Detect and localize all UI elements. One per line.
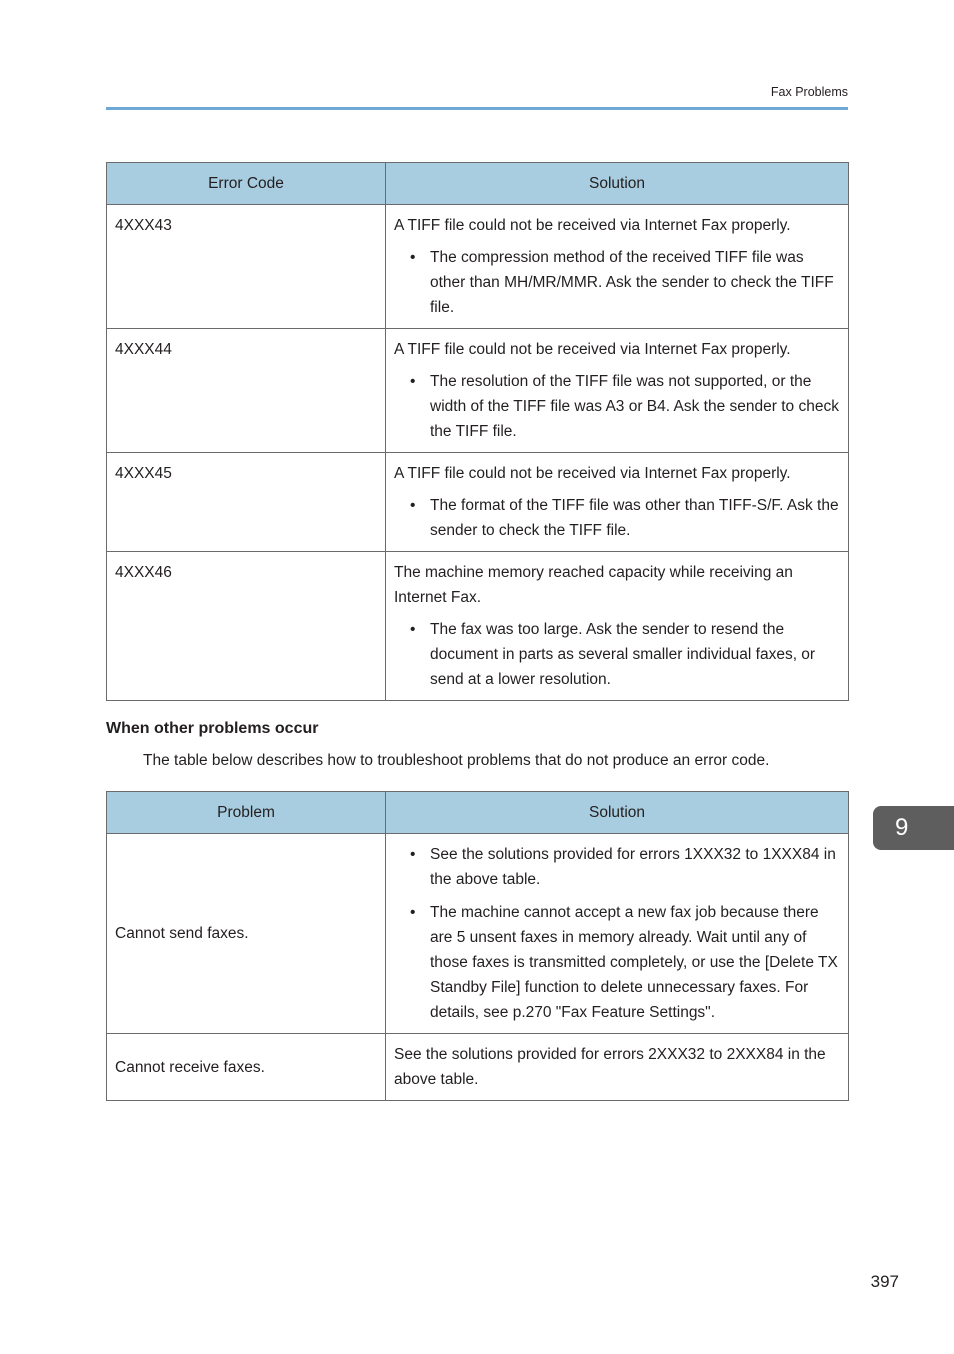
column-header-solution: Solution <box>386 163 849 205</box>
table-row <box>107 453 849 552</box>
bullet-item: • The fax was too large. Ask the sender to resend the document in parts as several smaller individual faxes, or send at a lower resolution. <box>430 617 840 692</box>
table-header-row <box>107 163 849 205</box>
solution-lead: A TIFF file could not be received via Internet Fax properly. <box>394 341 791 358</box>
bullet-list <box>394 842 840 1025</box>
bullet-item: • The compression method of the received TIFF file was other than MH/MR/MMR. Ask the sender to check the TIFF file. <box>430 245 840 320</box>
running-head: Fax Problems <box>770 85 848 99</box>
solution-cell <box>386 205 849 329</box>
solution-cell <box>386 453 849 552</box>
bullet-item: • The machine cannot accept a new fax job because there are 5 unsent faxes in memory already. Wait until any of those faxes is transmitted completely, or use the [Delete TX Standby File] function to delete unnecessary faxes. For details, see p.270 "Fax Feature Settings". <box>430 900 840 1025</box>
bullet-item: • The resolution of the TIFF file was not supported, or the width of the TIFF file was A3 or B4. Ask the sender to check the TIFF file. <box>430 369 840 444</box>
bullet-list <box>394 369 840 444</box>
header-rule <box>106 107 848 110</box>
error-code-cell: 4XXX46 <box>107 552 386 701</box>
table-row <box>107 552 849 701</box>
bullet-item: • The format of the TIFF file was other than TIFF-S/F. Ask the sender to check the TIFF file. <box>430 493 840 543</box>
error-code-cell: 4XXX44 <box>107 329 386 453</box>
section-heading: When other problems occur <box>106 720 319 737</box>
solution-lead: A TIFF file could not be received via Internet Fax properly. <box>394 217 791 234</box>
page-number: 397 <box>870 1272 899 1291</box>
problem-cell: Cannot receive faxes. <box>107 1034 386 1101</box>
table-row <box>107 205 849 329</box>
table-row <box>107 329 849 453</box>
chapter-tab: 9 <box>873 806 954 850</box>
section-intro: The table below describes how to troubleshoot problems that do not produce an error code. <box>143 752 770 769</box>
bullet-list <box>394 245 840 320</box>
bullet-item: • See the solutions provided for errors 1XXX32 to 1XXX84 in the above table. <box>430 842 840 892</box>
solution-lead: A TIFF file could not be received via Internet Fax properly. <box>394 465 791 482</box>
table-row <box>107 1034 849 1101</box>
solution-lead: The machine memory reached capacity while receiving an Internet Fax. <box>394 564 793 606</box>
problem-table <box>106 791 849 1101</box>
solution-cell <box>386 552 849 701</box>
column-header-solution: Solution <box>386 792 849 834</box>
error-code-cell: 4XXX45 <box>107 453 386 552</box>
solution-cell <box>386 834 849 1034</box>
bullet-list <box>394 493 840 543</box>
solution-cell <box>386 329 849 453</box>
error-code-table <box>106 162 849 701</box>
column-header-problem: Problem <box>107 792 386 834</box>
solution-cell: See the solutions provided for errors 2XXX32 to 2XXX84 in the above table. <box>386 1034 849 1101</box>
table-header-row <box>107 792 849 834</box>
column-header-error-code: Error Code <box>107 163 386 205</box>
bullet-list <box>394 617 840 692</box>
table-row <box>107 834 849 1034</box>
error-code-cell: 4XXX43 <box>107 205 386 329</box>
problem-cell: Cannot send faxes. <box>107 834 386 1034</box>
